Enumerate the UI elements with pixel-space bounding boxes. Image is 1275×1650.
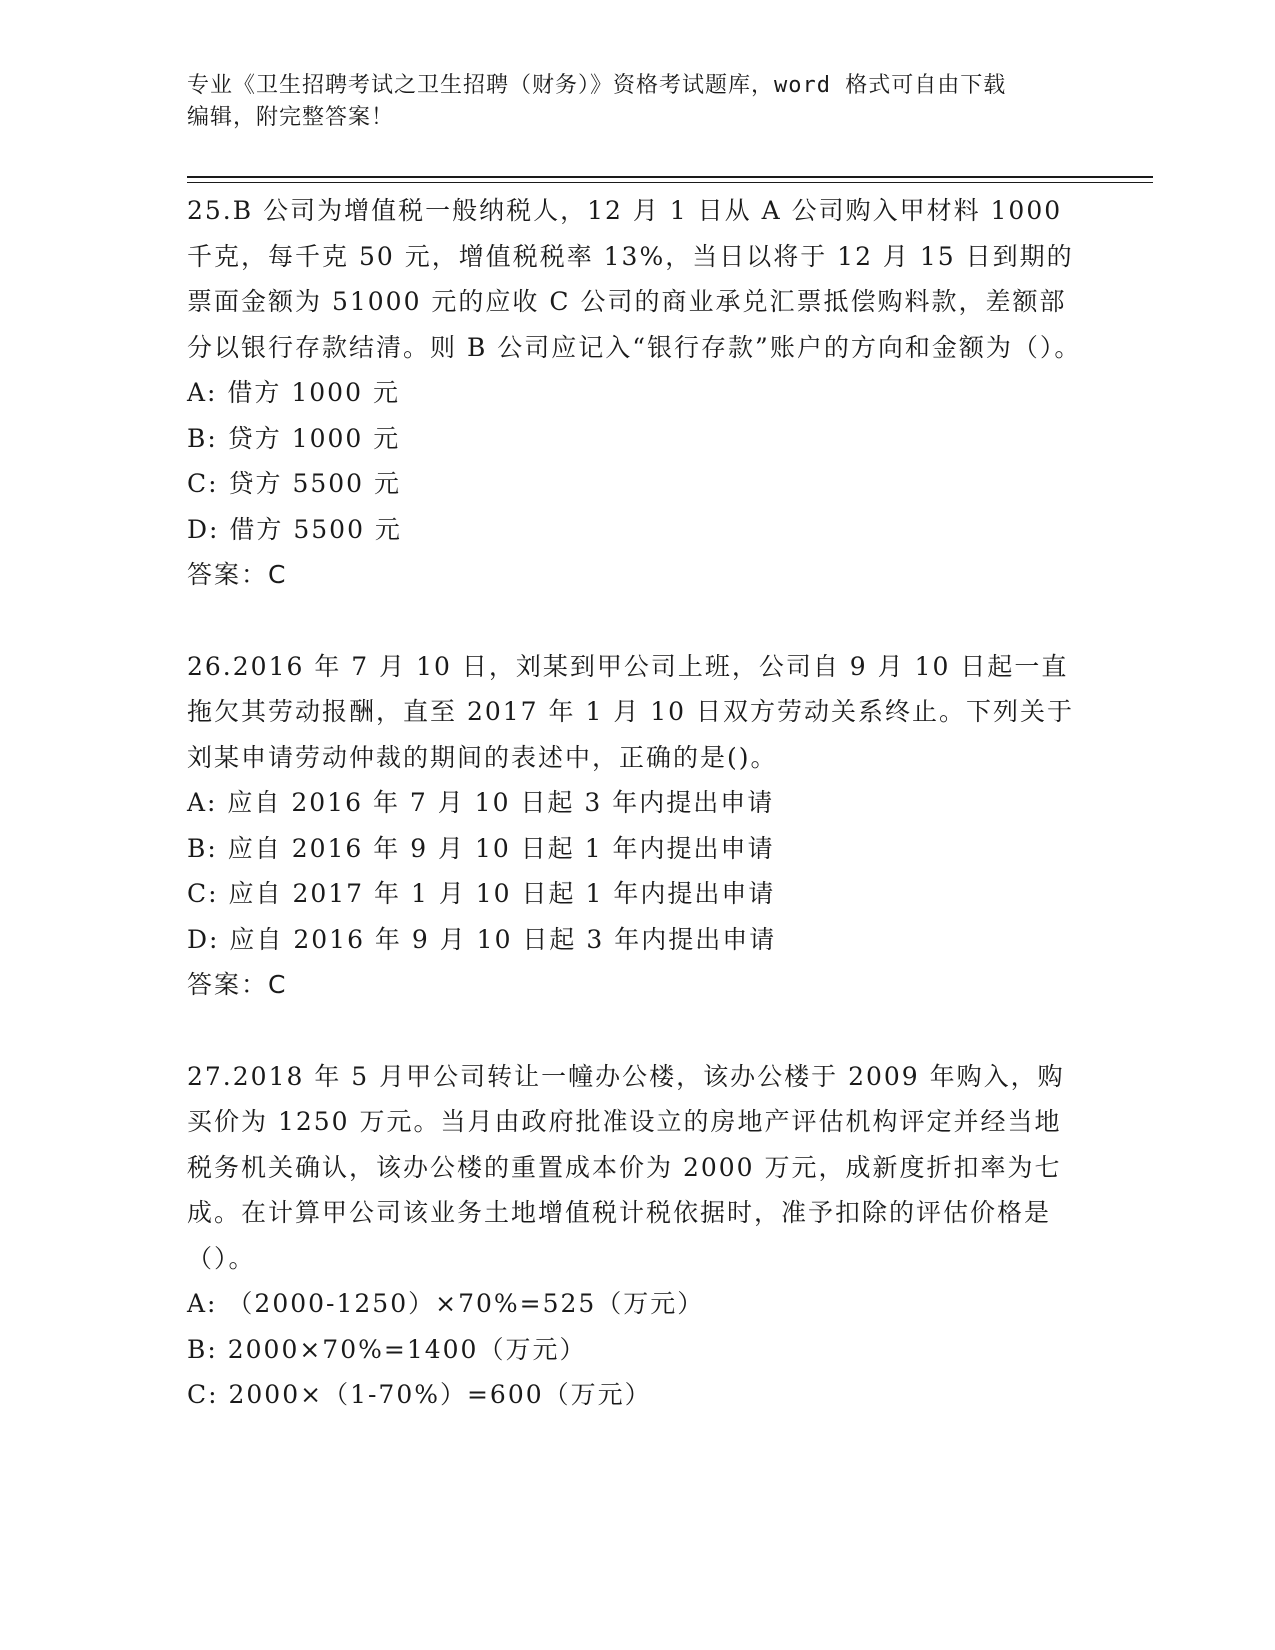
option-a: A: 应自 2016 年 7 月 10 日起 3 年内提出申请 <box>187 788 775 817</box>
answer-label: 答案：C <box>187 970 288 999</box>
answer-label: 答案：C <box>187 560 288 589</box>
question-25 <box>187 188 1087 598</box>
option-c: C: 贷方 5500 元 <box>187 469 402 498</box>
option-d: D: 应自 2016 年 9 月 10 日起 3 年内提出申请 <box>187 924 777 954</box>
question-list <box>187 188 1087 1464</box>
option-a: A: 借方 1000 元 <box>187 378 400 407</box>
page-header <box>187 70 1087 134</box>
option-d: D: 借方 5500 元 <box>187 514 402 544</box>
question-stem: 25.B 公司为增值税一般纳税人，12 月 1 日从 A 公司购入甲材料 1000 千克，每千克 50 元，增值税税率 13%，当日以将于 12 月 15 日到期的票面金额为 51000 元的应收 C 公司的商业承兑汇票抵偿购料款，差额部分以银行存款结清。则 B 公司应记入“银行存款”账户的方向和金额为（）。 <box>187 196 1082 362</box>
question-26 <box>187 644 1087 1008</box>
question-stem: 26.2016 年 7 月 10 日，刘某到甲公司上班，公司自 9 月 10 日起一直拖欠其劳动报酬，直至 2017 年 1 月 10 日双方劳动关系终止。下列关于刘某申请劳动仲裁的期间的表述中，正确的是()。 <box>187 651 1075 772</box>
header-rule-thin <box>187 182 1153 183</box>
option-b: B: 贷方 1000 元 <box>187 423 401 453</box>
option-c: C: 应自 2017 年 1 月 10 日起 1 年内提出申请 <box>187 879 776 908</box>
question-27 <box>187 1054 1087 1418</box>
question-stem: 27.2018 年 5 月甲公司转让一幢办公楼，该办公楼于 2009 年购入，购买价为 1250 万元。当月由政府批准设立的房地产评估机构评定并经当地税务机关确认，该办公楼的重置成本价为 2000 万元，成新度折扣率为七成。在计算甲公司该业务土地增值税计税依据时，准予扣除的评估价格是（）。 <box>187 1061 1065 1273</box>
option-a: A: （2000-1250）×70%=525（万元） <box>187 1289 705 1318</box>
header-line-1: 专业《卫生招聘考试之卫生招聘（财务）》资格考试题库，word 格式可自由下载 <box>187 73 1007 98</box>
option-c: C: 2000×（1-70%）=600（万元） <box>187 1380 652 1409</box>
option-b: B: 应自 2016 年 9 月 10 日起 1 年内提出申请 <box>187 833 775 863</box>
option-b: B: 2000×70%=1400（万元） <box>187 1334 587 1364</box>
header-rule-thick <box>187 176 1153 178</box>
header-line-2: 编辑，附完整答案！ <box>187 105 395 130</box>
